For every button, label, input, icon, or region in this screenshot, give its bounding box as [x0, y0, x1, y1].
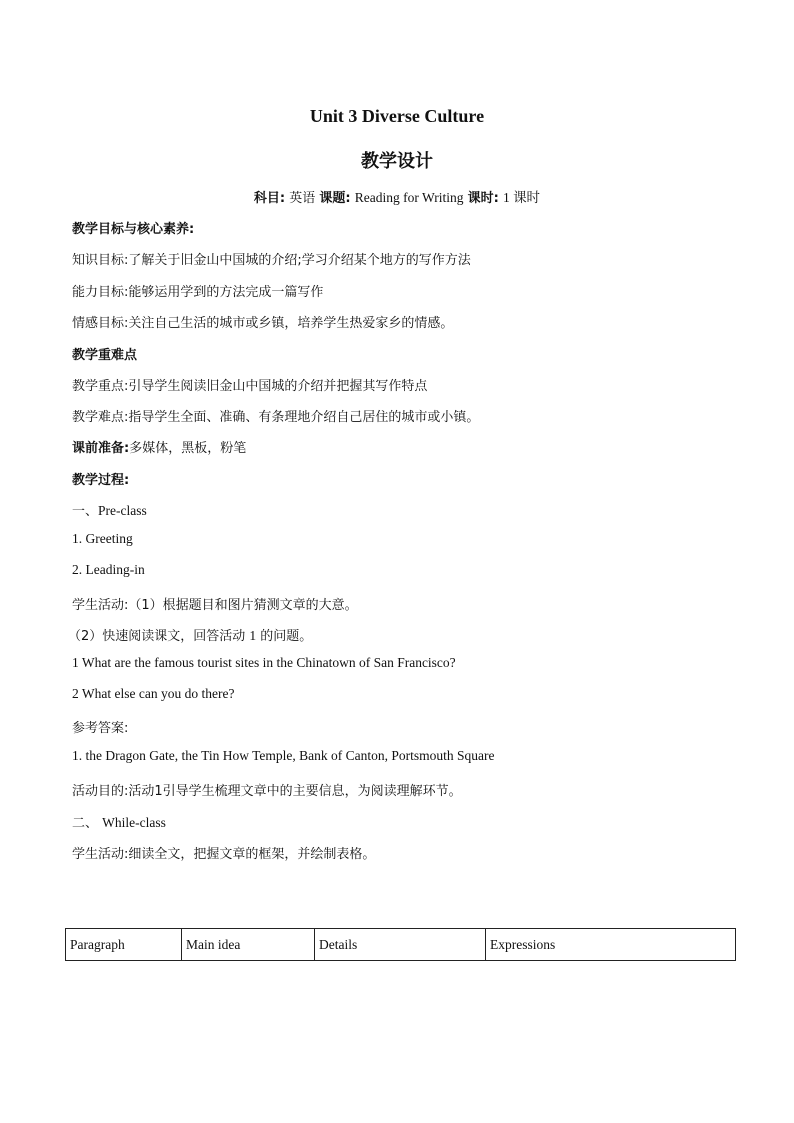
preparation — [72, 437, 246, 456]
teaching-focus: 教学重点:引导学生阅读旧金山中国城的介绍并把握其写作特点 — [72, 379, 428, 394]
topic-value: Reading for Writing — [354, 190, 464, 205]
header-expressions: Expressions — [486, 929, 736, 961]
keypoints-heading: 教学重难点 — [72, 348, 138, 363]
student-activity-1: 学生活动:（1）根据题目和图片猜测文章的大意。 — [72, 598, 358, 613]
objectives-heading: 教学目标与核心素养: — [72, 222, 195, 237]
prep-value: 多媒体，黑板，粉笔 — [129, 441, 247, 456]
answer-heading: 参考答案: — [72, 721, 129, 736]
header-main-idea: Main idea — [182, 929, 315, 961]
question-1: 1 What are the famous tourist sites in the Chinatown of San Francisco? — [72, 655, 456, 670]
activity1b-number: 1 — [249, 628, 257, 643]
greeting-item: 1. Greeting — [72, 531, 133, 546]
step2-prefix: 二、 — [72, 816, 103, 831]
step-while-class — [72, 812, 166, 831]
topic-label: 课题: — [319, 191, 351, 206]
table-header-row — [66, 929, 736, 961]
step-pre-class — [72, 500, 147, 519]
header-details: Details — [315, 929, 486, 961]
knowledge-objective: 知识目标:了解关于旧金山中国城的介绍;学习介绍某个地方的写作方法 — [72, 253, 471, 268]
process-heading: 教学过程: — [72, 473, 130, 488]
answer-1: 1. the Dragon Gate, the Tin How Temple, Bank of Canton, Portsmouth Square — [72, 748, 495, 763]
activity1b-text-a: （2）快速阅读课文，回答活动 — [68, 629, 250, 644]
step1-label: Pre-class — [98, 503, 147, 518]
header-paragraph: Paragraph — [66, 929, 182, 961]
subject-value: 英语 — [289, 191, 316, 206]
step2-label: While-class — [102, 815, 166, 830]
ability-objective: 能力目标:能够运用学到的方法完成一篇写作 — [72, 285, 324, 300]
document-subtitle: 教学设计 — [361, 151, 433, 172]
emotion-objective: 情感目标:关注自己生活的城市或乡镇，培养学生热爱家乡的情感。 — [72, 316, 454, 331]
step1-prefix: 一、 — [72, 504, 99, 519]
course-meta — [0, 186, 794, 206]
teaching-difficulty: 教学难点:指导学生全面、准确、有条理地介绍自己居住的城市或小镇。 — [72, 410, 480, 425]
hours-label: 课时: — [467, 191, 499, 206]
hours-value: 1 课时 — [502, 190, 541, 205]
question-2: 2 What else can you do there? — [72, 686, 235, 701]
subject-label: 科目: — [253, 191, 286, 206]
document-title: Unit 3 Diverse Culture — [309, 106, 485, 126]
prep-label: 课前准备: — [72, 441, 130, 456]
student-activity-2: 学生活动:细读全文，把握文章的框架，并绘制表格。 — [72, 847, 376, 862]
reading-framework-table — [65, 928, 736, 961]
leading-in-item: 2. Leading-in — [72, 562, 145, 577]
activity-purpose: 活动目的:活动1引导学生梳理文章中的主要信息，为阅读理解环节。 — [72, 784, 462, 799]
activity1b-text-b: 的问题。 — [256, 629, 313, 644]
student-activity-1b — [68, 625, 312, 644]
